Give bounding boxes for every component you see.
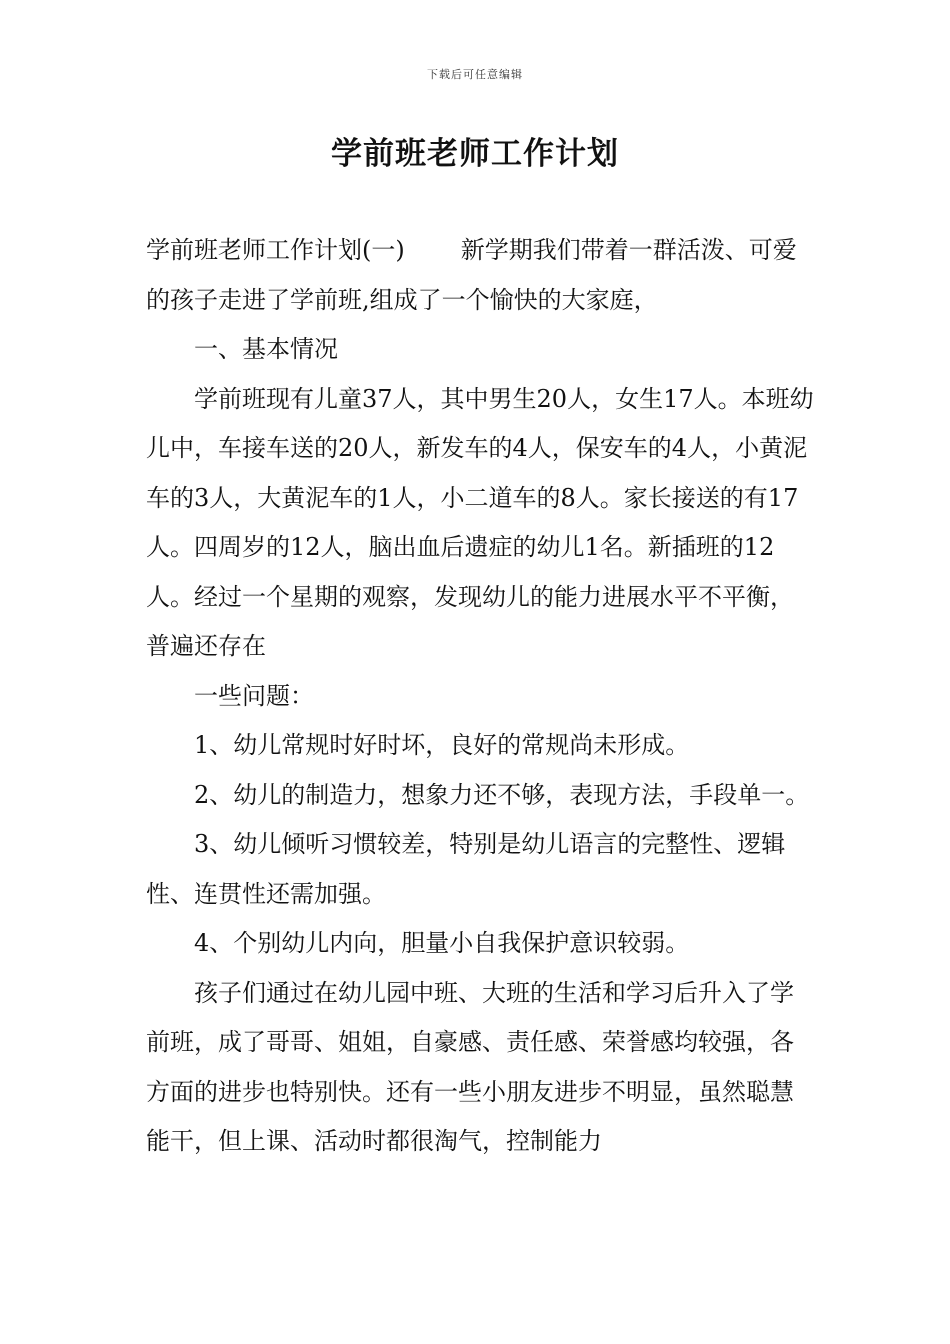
issue-item-1: 1、幼儿常规时好时坏，良好的常规尚未形成。: [194, 731, 690, 759]
intro-label: 学前班老师工作计划(一): [146, 236, 405, 264]
document-body: [146, 226, 816, 1167]
intro-text: 新学期我们带着一群活泼、可爱的孩子走进了学前班,组成了一个愉快的大家庭，: [146, 236, 797, 314]
issue-item-3: 3、幼儿倾听习惯较差，特别是幼儿语言的完整性、逻辑性、连贯性还需加强。: [146, 830, 786, 908]
document-title: 学前班老师工作计划: [331, 136, 619, 172]
paragraph-issues-intro: 一些问题：: [194, 681, 314, 710]
paragraph-class-stats: 学前班现有儿童37人，其中男生20人，女生17人。本班幼儿中，车接车送的20人，新发车的4人，保安车的4人，小黄泥车的3人，大黄泥车的1人，小二道车的8人。家长接送的有17人。四周岁的12人，脑出血后遗症的幼儿1名。新插班的12人。经过一个星期的观察，发现幼儿的能力进展水平不平衡，普遍还存在: [146, 384, 814, 660]
issue-item-2: 2、幼儿的制造力，想象力还不够，表现方法，手段单一。: [194, 780, 810, 809]
issue-item-4: 4、个别幼儿内向，胆量小自我保护意识较弱。: [194, 929, 690, 957]
paragraph-progress: 孩子们通过在幼儿园中班、大班的生活和学习后升入了学前班，成了哥哥、姐姐，自豪感、责任感、荣誉感均较强，各方面的进步也特别快。还有一些小朋友进步不明显，虽然聪慧能干，但上课、活动时都很淘气，控制能力: [146, 978, 794, 1155]
section-heading-basic-info: 一、基本情况: [194, 335, 338, 363]
intro-paragraph: [146, 226, 816, 325]
header-note: 下载后可任意编辑: [427, 68, 523, 81]
